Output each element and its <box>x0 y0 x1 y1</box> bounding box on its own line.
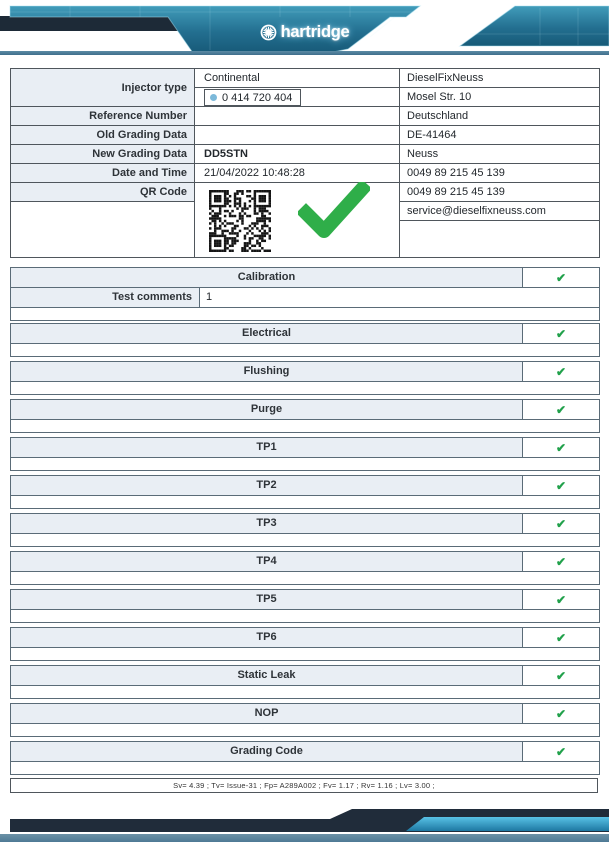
customer-city: Neuss <box>400 145 599 164</box>
pass-check-icon: ✔ <box>555 365 567 379</box>
pass-check-icon: ✔ <box>555 517 567 531</box>
new-grading-label: New Grading Data <box>11 145 195 164</box>
pass-check-icon: ✔ <box>555 555 567 569</box>
section-body-empty <box>11 648 599 660</box>
section-title: Static Leak <box>11 666 523 685</box>
section-body-empty <box>11 496 599 508</box>
version-info-strip <box>10 778 598 793</box>
section-title: TP1 <box>11 438 523 457</box>
customer-email: service@dieselfixneuss.com <box>400 202 599 221</box>
section-status-cell <box>523 742 599 761</box>
pass-check-icon: ✔ <box>555 441 567 455</box>
section-flushing <box>10 361 600 395</box>
new-grading-value: DD5STN <box>195 145 400 164</box>
section-body-empty <box>11 382 599 394</box>
injector-part-number: 0 414 720 404 <box>222 91 293 104</box>
section-body-empty <box>11 572 599 584</box>
pass-check-icon: ✔ <box>555 327 567 341</box>
pass-check-icon: ✔ <box>555 745 567 759</box>
section-header <box>11 590 599 610</box>
bottom-banner-decoration <box>0 805 609 849</box>
customer-phone-1: 0049 89 215 45 139 <box>400 164 599 183</box>
customer-street: Mosel Str. 10 <box>400 88 599 107</box>
section-status-cell <box>523 324 599 343</box>
section-header <box>11 400 599 420</box>
section-header <box>11 362 599 382</box>
section-tp5 <box>10 589 600 623</box>
old-grading-value <box>195 126 400 145</box>
status-dot-icon <box>210 94 217 101</box>
section-header <box>11 704 599 724</box>
section-status-cell <box>523 438 599 457</box>
section-body-empty <box>11 686 599 698</box>
datetime-label: Date and Time <box>11 164 195 183</box>
pass-check-icon: ✔ <box>555 631 567 645</box>
injector-part-number-cell <box>195 88 400 107</box>
test-comments-row <box>11 288 599 308</box>
right-column-filler <box>400 221 599 257</box>
datetime-value: 21/04/2022 10:48:28 <box>195 164 400 183</box>
section-title: TP6 <box>11 628 523 647</box>
section-title: Grading Code <box>11 742 523 761</box>
section-calibration <box>10 267 600 321</box>
section-status-cell <box>523 704 599 723</box>
pass-check-icon: ✔ <box>555 593 567 607</box>
section-tp2 <box>10 475 600 509</box>
pass-check-icon: ✔ <box>555 271 567 285</box>
injector-type-label: Injector type <box>11 69 195 107</box>
brand-logo-text: hartridge <box>280 23 350 41</box>
section-static-leak <box>10 665 600 699</box>
section-status-cell <box>523 666 599 685</box>
section-status-cell <box>523 268 599 287</box>
top-banner-decoration <box>0 4 609 60</box>
section-header <box>11 552 599 572</box>
section-body-empty <box>11 610 599 622</box>
section-tp6 <box>10 627 600 661</box>
section-status-cell <box>523 362 599 381</box>
section-title: TP3 <box>11 514 523 533</box>
customer-name: DieselFixNeuss <box>400 69 599 88</box>
section-body-empty <box>11 762 599 774</box>
customer-phone-2: 0049 89 215 45 139 <box>400 183 599 202</box>
section-header <box>11 742 599 762</box>
section-tp4 <box>10 551 600 585</box>
section-grading-code <box>10 741 600 775</box>
section-header <box>11 268 599 288</box>
section-title: TP5 <box>11 590 523 609</box>
overall-pass-check-icon <box>298 182 370 240</box>
section-tp3 <box>10 513 600 547</box>
section-electrical <box>10 323 600 357</box>
section-body-empty <box>11 534 599 546</box>
section-purge <box>10 399 600 433</box>
section-body-empty <box>11 344 599 356</box>
label-column-filler <box>11 202 195 257</box>
section-header <box>11 324 599 344</box>
section-title: Purge <box>11 400 523 419</box>
injector-make-value: Continental <box>195 69 400 88</box>
section-body-empty <box>11 420 599 432</box>
section-status-cell <box>523 552 599 571</box>
version-info-text: Sv= 4.39 ; Tv= Issue-31 ; Fp= A289A002 ; Fv= 1.17 ; Rv= 1.16 ; Lv= 3.00 ; <box>173 781 435 790</box>
section-body-empty <box>11 308 599 320</box>
pass-check-icon: ✔ <box>555 403 567 417</box>
section-title: Electrical <box>11 324 523 343</box>
pass-check-icon: ✔ <box>555 669 567 683</box>
customer-postcode: DE-41464 <box>400 126 599 145</box>
section-header <box>11 514 599 534</box>
old-grading-label: Old Grading Data <box>11 126 195 145</box>
section-status-cell <box>523 514 599 533</box>
pass-check-icon: ✔ <box>555 707 567 721</box>
pass-check-icon: ✔ <box>555 479 567 493</box>
customer-country: Deutschland <box>400 107 599 126</box>
section-header <box>11 476 599 496</box>
section-nop <box>10 703 600 737</box>
reference-number-label: Reference Number <box>11 107 195 126</box>
reference-number-value <box>195 107 400 126</box>
injector-info-table <box>10 68 600 258</box>
section-title: TP4 <box>11 552 523 571</box>
test-comments-value: 1 <box>200 288 599 307</box>
test-comments-label: Test comments <box>11 288 200 307</box>
part-number-box <box>204 89 301 106</box>
section-status-cell <box>523 590 599 609</box>
section-title: NOP <box>11 704 523 723</box>
section-title: TP2 <box>11 476 523 495</box>
section-body-empty <box>11 724 599 736</box>
section-tp1 <box>10 437 600 471</box>
section-body-empty <box>11 458 599 470</box>
section-header <box>11 438 599 458</box>
section-title: Flushing <box>11 362 523 381</box>
qr-code-label: QR Code <box>11 183 195 202</box>
section-header <box>11 628 599 648</box>
section-status-cell <box>523 628 599 647</box>
qr-code-image <box>209 190 271 252</box>
section-status-cell <box>523 476 599 495</box>
section-title: Calibration <box>11 268 523 287</box>
section-header <box>11 666 599 686</box>
section-status-cell <box>523 400 599 419</box>
